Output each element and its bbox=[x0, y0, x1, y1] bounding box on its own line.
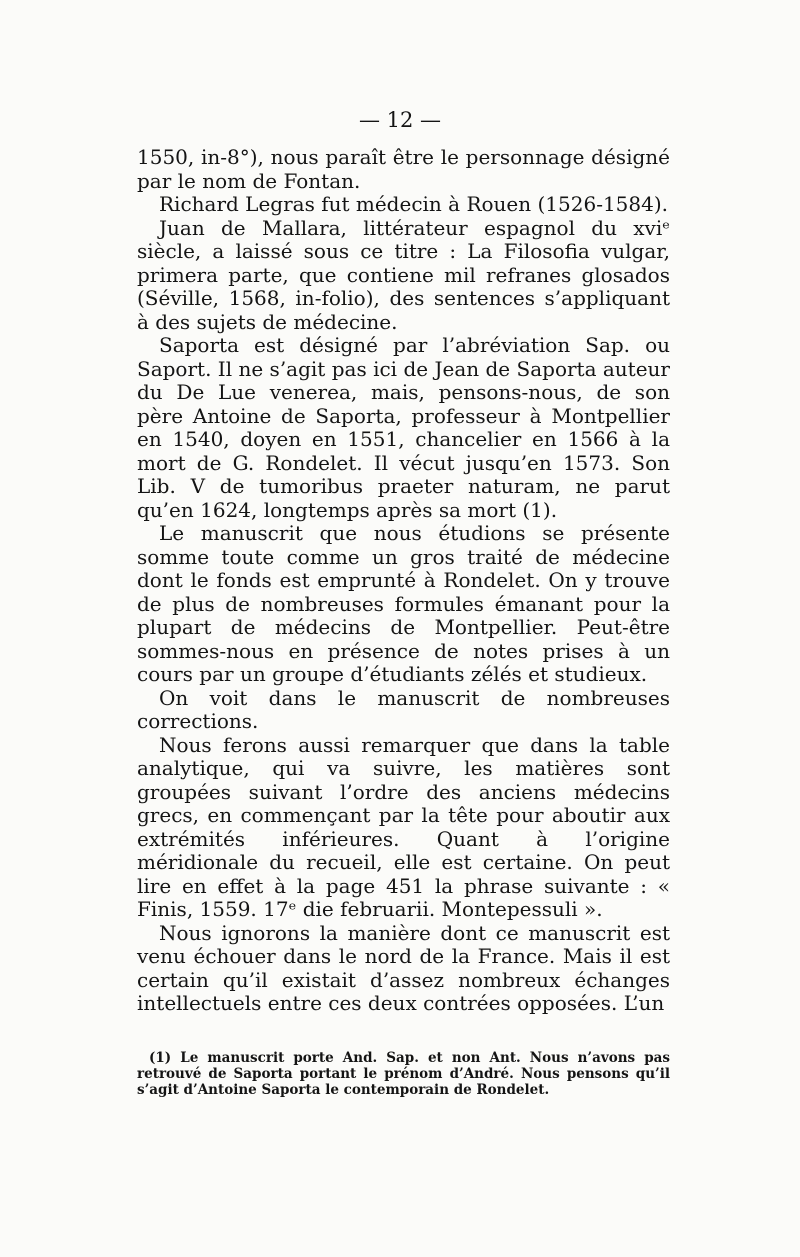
paragraph: Nous ignorons la manière dont ce manuscrit est venu échouer dans le nord de la France. Mais il est certain qu’il existait d’assez nombreux échanges intellectuels entre ces deux contrées opposées. L’un bbox=[137, 920, 670, 1015]
footnote: (1) Le manuscrit porte And. Sap. et non Ant. Nous n’avons pas retrouvé de Saporta portant le prénom d’André. Nous pensons qu’il s’agit d’Antoine Saporta le contemporain de Rondelet. bbox=[137, 1050, 670, 1098]
paragraph: Juan de Mallara, littérateur espagnol du xviᵉ siècle, a laissé sous ce titre : La Filosofia vulgar, primera parte, que contiene mil refranes glosados (Séville, 1568, in-folio), des sentences s’appliquant à des sujets de médecine. bbox=[137, 215, 670, 334]
body-text bbox=[137, 146, 670, 1016]
page-number: — 12 — bbox=[358, 108, 442, 132]
paragraph: Richard Legras fut médecin à Rouen (1526-1584). bbox=[159, 192, 669, 216]
paragraph: Le manuscrit que nous étudions se présente somme toute comme un gros traité de médecine dont le fonds est emprunté à Rondelet. On y trouve de plus de nombreuses formules émanant pour la plupart de médecins de Montpellier. Peut-être sommes-nous en présence de notes prises à un cours par un groupe d’étudiants zélés et studieux. bbox=[137, 521, 670, 686]
paragraph: On voit dans le manuscrit de nombreuses corrections. bbox=[137, 685, 670, 733]
paragraph: Saporta est désigné par l’abréviation Sap. ou Saport. Il ne s’agit pas ici de Jean de Saporta auteur du De Lue venerea, mais, pensons-nous, de son père Antoine de Saporta, professeur à Montpellier en 1540, doyen en 1551, chancelier en 1566 à la mort de G. Rondelet. Il vécut jusqu’en 1573. Son Lib. V de tumoribus praeter naturam, ne parut qu’en 1624, longtemps après sa mort (1). bbox=[137, 333, 670, 522]
paragraph: Nous ferons aussi remarquer que dans la table analytique, qui va suivre, les matières sont groupées suivant l’ordre des anciens médecins grecs, en commençant par la tête pour aboutir aux extrémités inférieures. Quant à l’origine méridionale du recueil, elle est certaine. On peut lire en effet à la page 451 la phrase suivante : « Finis, 1559. 17ᵉ die februarii. Montepessuli ». bbox=[137, 732, 670, 921]
paragraph: 1550, in-8°), nous paraît être le personnage désigné par le nom de Fontan. bbox=[137, 145, 670, 193]
